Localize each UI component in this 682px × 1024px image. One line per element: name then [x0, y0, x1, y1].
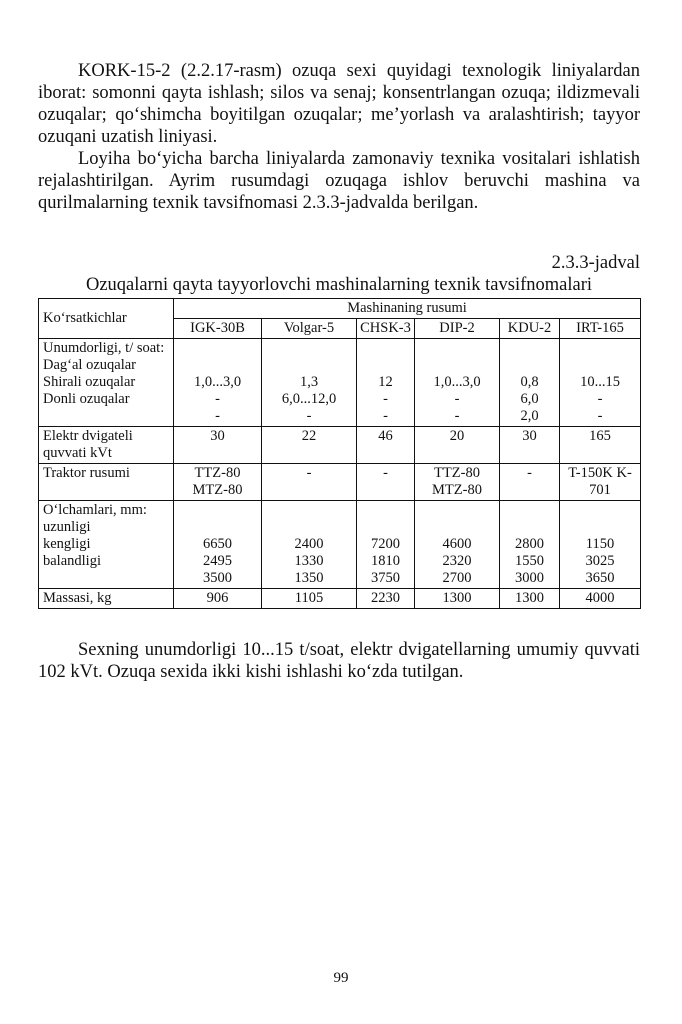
machine-name: DIP-2 — [415, 319, 500, 339]
page-content — [38, 60, 640, 683]
table-cell: 22 — [262, 427, 357, 464]
header-indicators: Ko‘rsatkichlar — [39, 299, 174, 339]
machine-name: IRT-165 — [560, 319, 641, 339]
table-cell: 12 - - — [357, 339, 415, 427]
table-cell: 1150 3025 3650 — [560, 501, 641, 589]
machine-name: KDU-2 — [500, 319, 560, 339]
table-cell: 1,0...3,0 - - — [415, 339, 500, 427]
row-label: Elektr dvigateli quvvati kVt — [39, 427, 174, 464]
table-cell: 165 — [560, 427, 641, 464]
table-cell: 7200 1810 3750 — [357, 501, 415, 589]
table-row-tractor — [39, 464, 641, 501]
table-cell: T-150K K-701 — [560, 464, 641, 501]
table-cell: TTZ-80 MTZ-80 — [174, 464, 262, 501]
specs-table — [38, 298, 641, 609]
table-cell: 1300 — [500, 589, 560, 609]
table-cell: 20 — [415, 427, 500, 464]
table-cell: 10...15 - - — [560, 339, 641, 427]
table-cell: - — [357, 464, 415, 501]
table-cell: 30 — [174, 427, 262, 464]
table-cell: 1,3 6,0...12,0 - — [262, 339, 357, 427]
table-number: 2.3.3-jadval — [551, 253, 640, 273]
paragraph-summary: Sexning unumdorligi 10...15 t/soat, elektr dvigatellarning umumiy quvvati 102 kVt. Ozuqa sexida ikki kishi ishlashi ko‘zda tutilgan. — [38, 640, 640, 682]
machine-name: IGK-30B — [174, 319, 262, 339]
table-cell: 0,8 6,0 2,0 — [500, 339, 560, 427]
row-label: Unumdorligi, t/ soat: Dag‘al ozuqalar Shirali ozuqalar Donli ozuqalar — [39, 339, 174, 427]
paragraph-project: Loyiha bo‘yicha barcha liniyalarda zamonaviy texnika vositalari ishlatish rejalashtirilgan. Ayrim rusumdagi ozuqaga ishlov beruvchi mashina va qurilmalarning texnik tavsifnomasi 2.3.3-jadvalda berilgan. — [38, 149, 640, 213]
table-cell: 1300 — [415, 589, 500, 609]
table-cell: 2800 1550 3000 — [500, 501, 560, 589]
table-cell: 30 — [500, 427, 560, 464]
machine-name: CHSK-3 — [357, 319, 415, 339]
table-cell: 2230 — [357, 589, 415, 609]
paragraph-intro: KORK-15-2 (2.2.17-rasm) ozuqa sexi quyidagi texnologik liniyalardan iborat: somonni qayta ishlash; silos va senaj; konsentrlangan ozuqa; ildizmevali ozuqalar; qo‘shimcha boyitilgan ozuqalar; me’yorlash va aralashtirish; tayyor ozuqani uzatish liniyasi. — [38, 61, 640, 147]
table-cell: 46 — [357, 427, 415, 464]
table-row-dimensions — [39, 501, 641, 589]
table-cell: - — [500, 464, 560, 501]
table-cell: 2400 1330 1350 — [262, 501, 357, 589]
row-label: O‘lchamlari, mm: uzunligi kengligi balandligi — [39, 501, 174, 589]
table-cell: TTZ-80 MTZ-80 — [415, 464, 500, 501]
row-label: Traktor rusumi — [39, 464, 174, 501]
table-cell: - — [262, 464, 357, 501]
table-cell: 906 — [174, 589, 262, 609]
table-cell: 4600 2320 2700 — [415, 501, 500, 589]
table-title: Ozuqalarni qayta tayyorlovchi mashinalarning texnik tavsifnomalari — [85, 275, 593, 295]
table-header-row — [39, 299, 641, 319]
table-cell: 1105 — [262, 589, 357, 609]
table-cell: 1,0...3,0 - - — [174, 339, 262, 427]
table-row-motor — [39, 427, 641, 464]
table-row-mass — [39, 589, 641, 609]
table-row-productivity — [39, 339, 641, 427]
machine-name: Volgar-5 — [262, 319, 357, 339]
header-machine-model: Mashinaning rusumi — [174, 299, 641, 319]
table-cell: 6650 2495 3500 — [174, 501, 262, 589]
row-label: Massasi, kg — [39, 589, 174, 609]
page-number: 99 — [333, 970, 349, 986]
table-cell: 4000 — [560, 589, 641, 609]
